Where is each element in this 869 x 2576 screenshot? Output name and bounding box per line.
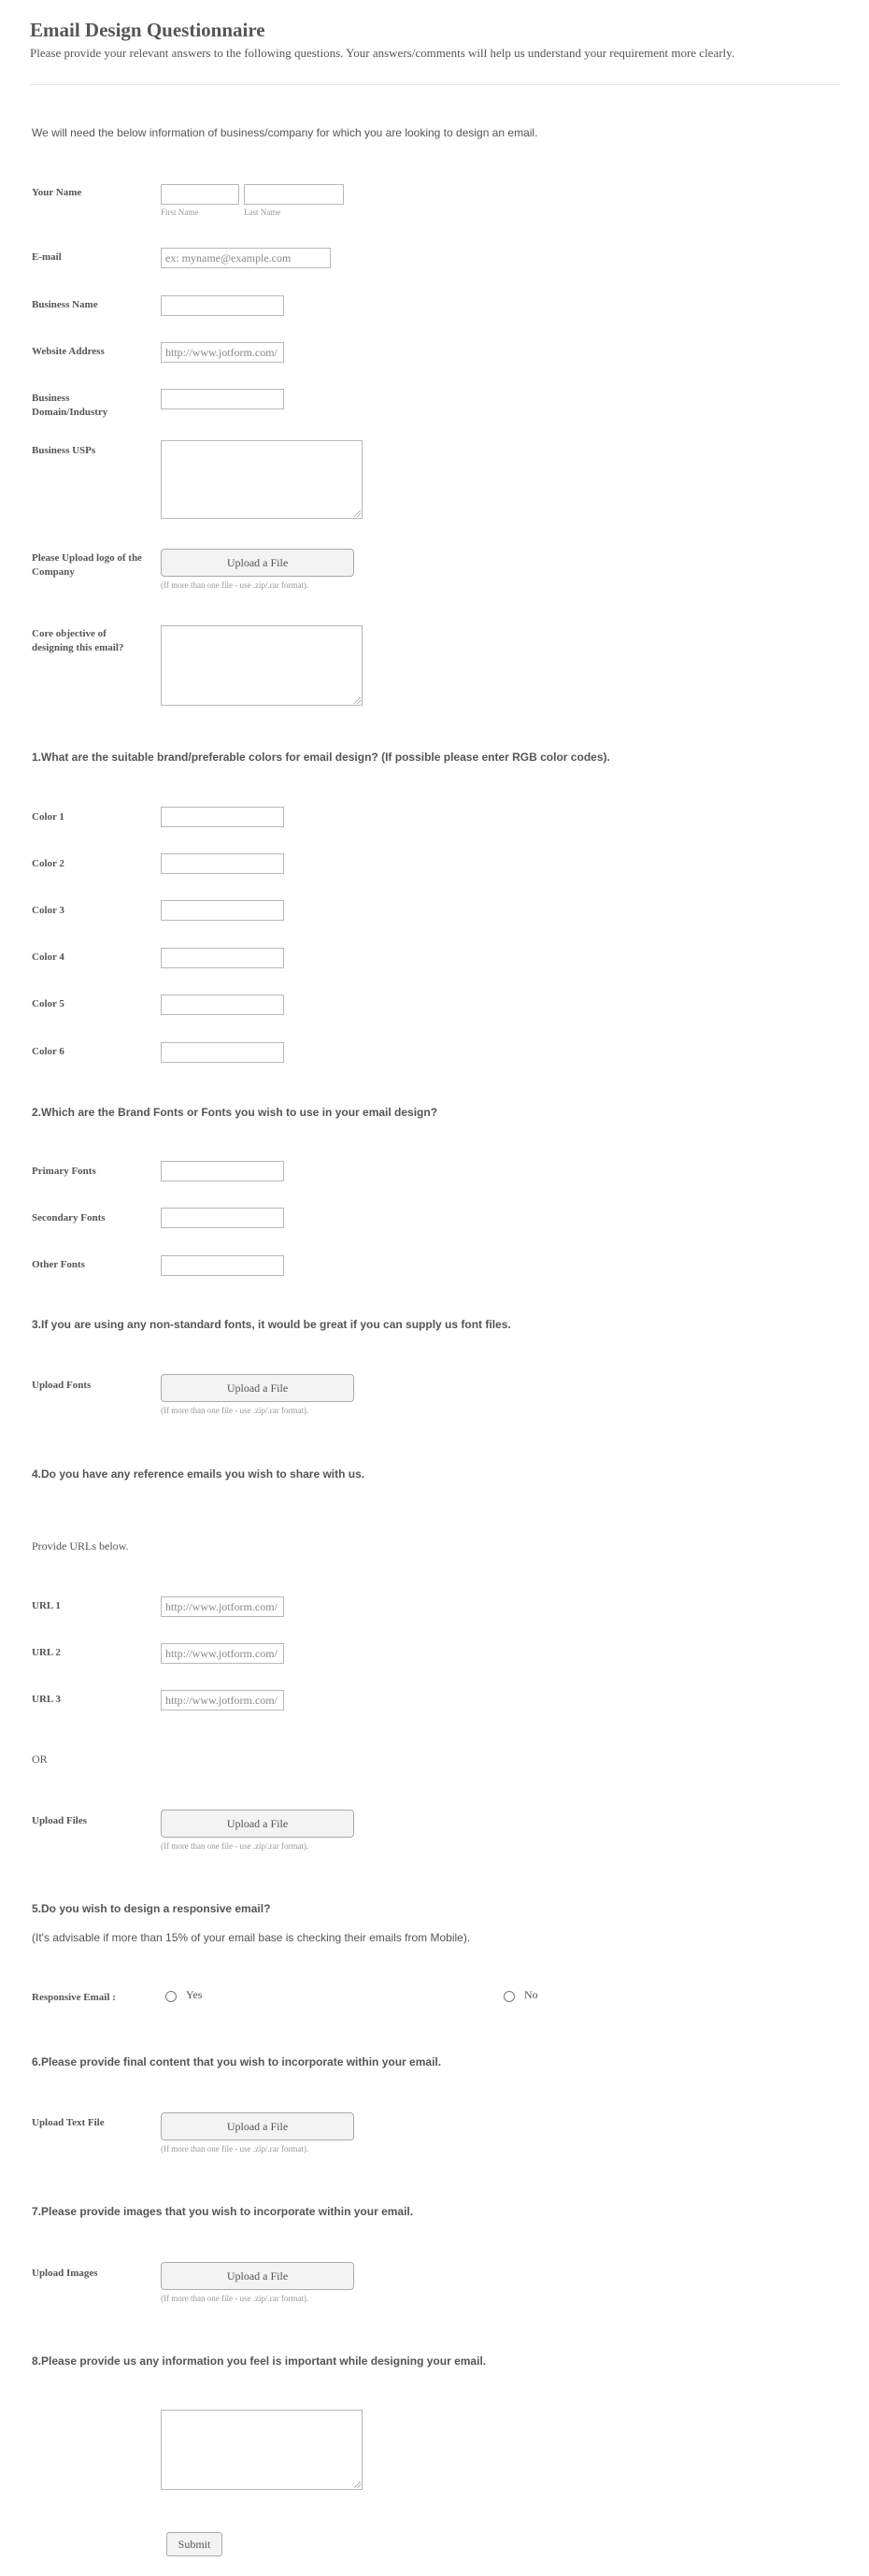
business-domain-label-line1: Business	[32, 393, 70, 404]
color-3-input[interactable]	[161, 900, 284, 921]
color-6-input[interactable]	[161, 1042, 284, 1063]
secondary-fonts-input[interactable]	[161, 1208, 284, 1228]
color-label: Color 5	[32, 998, 64, 1009]
business-domain-input[interactable]	[161, 389, 284, 409]
upload-files-label: Upload Files	[32, 1815, 87, 1826]
business-domain-label-line2: Domain/Industry	[32, 407, 108, 418]
resize-grip-icon[interactable]	[354, 510, 361, 517]
resize-grip-icon[interactable]	[354, 697, 361, 704]
section-responsive-heading: 5.Do you wish to design a responsive email?	[32, 1902, 271, 1915]
upload-images-button[interactable]: Upload a File	[161, 2262, 354, 2290]
primary-fonts-input[interactable]	[161, 1161, 284, 1181]
business-domain-label	[32, 392, 158, 420]
font-label: Primary Fonts	[32, 1166, 96, 1177]
resize-grip-icon[interactable]	[354, 2482, 361, 2488]
email-label: E-mail	[32, 251, 62, 263]
color-1-input[interactable]	[161, 807, 284, 827]
upload-fonts-hint: (If more than one file - use .zip/.rar format).	[161, 1406, 309, 1415]
url-1-input[interactable]: http://www.jotform.com/	[161, 1596, 284, 1617]
url-label: URL 3	[32, 1694, 61, 1705]
section-fonts-heading: 2.Which are the Brand Fonts or Fonts you wish to use in your email design?	[32, 1106, 438, 1119]
submit-button[interactable]: Submit	[166, 2532, 222, 2556]
business-usps-label: Business USPs	[32, 445, 96, 456]
upload-images-label: Upload Images	[32, 2268, 98, 2279]
upload-fonts-button[interactable]: Upload a File	[161, 1374, 354, 1402]
last-name-input[interactable]	[244, 184, 344, 205]
core-objective-label	[32, 627, 158, 655]
color-label: Color 3	[32, 905, 64, 916]
color-label: Color 4	[32, 952, 64, 963]
or-text: OR	[32, 1753, 48, 1766]
color-label: Color 1	[32, 811, 64, 823]
font-label: Secondary Fonts	[32, 1212, 106, 1224]
other-fonts-input[interactable]	[161, 1255, 284, 1276]
logo-upload-label	[32, 551, 158, 580]
upload-files-button[interactable]: Upload a File	[161, 1810, 354, 1838]
responsive-no-label[interactable]: No	[524, 1988, 538, 2001]
url-3-input[interactable]: http://www.jotform.com/	[161, 1690, 284, 1710]
color-5-input[interactable]	[161, 995, 284, 1015]
upload-text-button[interactable]: Upload a File	[161, 2112, 354, 2140]
url-label: URL 1	[32, 1600, 61, 1611]
responsive-note: (It's advisable if more than 15% of your email base is checking their emails from Mobile).	[32, 1931, 471, 1944]
responsive-email-label: Responsive Email :	[32, 1992, 116, 2003]
info-textarea[interactable]	[161, 2410, 363, 2490]
section-images-heading: 7.Please provide images that you wish to incorporate within your email.	[32, 2205, 414, 2218]
logo-upload-hint: (If more than one file - use .zip/.rar format).	[161, 580, 309, 590]
section-content-heading: 6.Please provide final content that you wish to incorporate within your email.	[32, 2055, 442, 2068]
upload-files-hint: (If more than one file - use .zip/.rar format).	[161, 1841, 309, 1851]
color-label: Color 2	[32, 858, 64, 869]
section-colors-heading: 1.What are the suitable brand/preferable colors for email design? (If possible please enter RGB color codes).	[32, 751, 610, 764]
page-subtitle: Please provide your relevant answers to the following questions. Your answers/comments will help us understand your requirement more clearly.	[30, 46, 735, 60]
color-4-input[interactable]	[161, 948, 284, 968]
urls-intro: Provide URLs below.	[32, 1539, 129, 1553]
core-objective-label-line1: Core objective of	[32, 628, 107, 639]
color-label: Color 6	[32, 1046, 64, 1057]
first-name-input[interactable]	[161, 184, 239, 205]
header-divider	[30, 84, 839, 85]
responsive-no-radio[interactable]	[504, 1991, 515, 2002]
color-2-input[interactable]	[161, 853, 284, 874]
section-info-heading: 8.Please provide us any information you feel is important while designing your email.	[32, 2354, 487, 2368]
section-reference-heading: 4.Do you have any reference emails you wish to share with us.	[32, 1467, 365, 1481]
intro-text: We will need the below information of business/company for which you are looking to design an email.	[32, 126, 538, 139]
business-usps-textarea[interactable]	[161, 440, 363, 519]
page-title: Email Design Questionnaire	[30, 19, 265, 41]
font-label: Other Fonts	[32, 1259, 85, 1270]
logo-upload-label-line2: Company	[32, 566, 75, 578]
core-objective-textarea[interactable]	[161, 625, 363, 706]
last-name-sublabel: Last Name	[244, 208, 281, 217]
upload-images-hint: (If more than one file - use .zip/.rar format).	[161, 2294, 309, 2303]
logo-upload-button[interactable]: Upload a File	[161, 549, 354, 577]
logo-upload-label-line1: Please Upload logo of the	[32, 552, 142, 564]
url-2-input[interactable]: http://www.jotform.com/	[161, 1643, 284, 1664]
first-name-sublabel: First Name	[161, 208, 199, 217]
business-name-label: Business Name	[32, 299, 98, 310]
your-name-label: Your Name	[32, 187, 82, 198]
email-field[interactable]: ex: myname@example.com	[161, 248, 331, 268]
upload-text-hint: (If more than one file - use .zip/.rar format).	[161, 2144, 309, 2154]
upload-text-label: Upload Text File	[32, 2117, 105, 2128]
website-input[interactable]: http://www.jotform.com/	[161, 342, 284, 363]
url-label: URL 2	[32, 1647, 61, 1658]
core-objective-label-line2: designing this email?	[32, 642, 124, 653]
responsive-yes-radio[interactable]	[165, 1991, 177, 2002]
section-font-files-heading: 3.If you are using any non-standard fonts, it would be great if you can supply us font files.	[32, 1318, 511, 1331]
upload-fonts-label: Upload Fonts	[32, 1380, 92, 1391]
business-name-input[interactable]	[161, 295, 284, 316]
responsive-yes-label[interactable]: Yes	[186, 1988, 203, 2001]
website-label: Website Address	[32, 346, 105, 357]
